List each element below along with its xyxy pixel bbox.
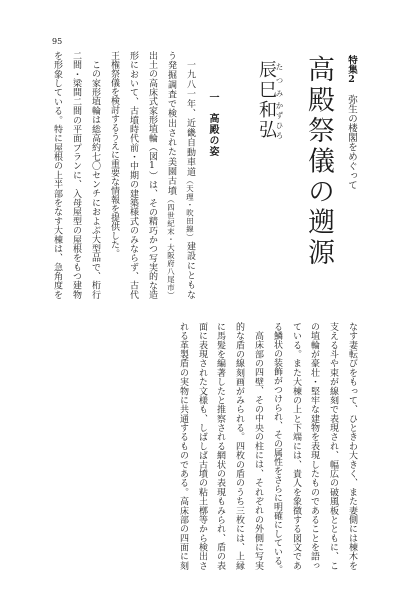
lower-column-1	[346, 322, 358, 570]
column-text: 二間・梁間二間の平面プランに、入母屋型の屋根をもつ建物	[71, 51, 81, 299]
author-name	[256, 60, 284, 140]
column-text: 的な盾の線刻画がみられる。四枚の盾のうち三枚には、上縁	[234, 322, 244, 570]
lower-column-7	[233, 322, 245, 570]
column-text: 建設にともな	[185, 241, 195, 300]
parenthetical-note: （四世紀末・大阪府八尾市）	[167, 195, 176, 300]
column-text: 出土の高床式家形埴輪（図1）は、その精巧かつ写実的な造	[147, 51, 157, 299]
lower-column-8	[214, 322, 226, 570]
column-text: う発掘調査で検出された美園古墳	[166, 51, 176, 196]
lower-column-3	[308, 322, 320, 570]
lower-column-5	[271, 322, 283, 574]
column-text: この家形埴輪は総高約七〇センチにおよぶ大型品で、桁行	[90, 60, 100, 299]
author-given-name	[256, 100, 284, 140]
feature-label: 特集2	[346, 55, 357, 85]
author-family-name	[256, 60, 284, 100]
section-heading	[206, 92, 218, 157]
column-text: に馬髪を編著したと推察される網状の表現もみられ、盾の表	[215, 322, 225, 570]
author-family-reading: たつみ	[275, 60, 284, 100]
feature-subtitle	[346, 55, 357, 190]
parenthetical-note: （天理・吹田線）	[186, 176, 195, 242]
section-number: 一	[207, 92, 218, 103]
column-text: 高床部の四壁、その中央の柱には、それぞれの外側に写実	[253, 331, 263, 570]
author-given-text: 和弘	[256, 100, 277, 140]
lower-column-9	[196, 322, 208, 570]
upper-column-7	[70, 51, 82, 299]
column-text: る鱗状の装飾がつけられ、その属性をさらに明確にしている。	[272, 322, 282, 574]
page-number: 95	[52, 37, 63, 46]
lower-column-2	[327, 322, 339, 570]
column-text: 一九八一年、近畿自動車道	[185, 60, 195, 177]
lower-column-6	[252, 322, 264, 570]
author-family-text: 辰巳	[256, 60, 277, 100]
upper-column-5	[108, 51, 120, 299]
column-text: を形象している。特に屋根の上半部をなす大棟は、急角度を	[52, 51, 62, 299]
lower-column-4	[290, 322, 302, 570]
upper-column-8	[51, 51, 63, 299]
upper-column-1	[184, 51, 196, 299]
column-text: 形において、古墳時代前・中期の建築様式のみならず、古代	[128, 51, 138, 299]
column-text: なす妻転びをもって、ひときわ大きく、また妻側には棟木を	[347, 322, 357, 570]
column-text: の埴輪が豪壮・堅牢な建物を表現したものであることを語っ	[309, 322, 319, 570]
column-text: 支える斗や束が線刻で表現され、幅広の破風板とともに、こ	[328, 322, 338, 570]
column-text: 王権祭儀を検討するうえに重要な情報を提供した。	[109, 51, 119, 258]
upper-column-3	[146, 51, 158, 299]
column-text: れる革製盾の実物に共通するものである。高床部の四面に刻	[178, 322, 188, 570]
upper-column-6	[89, 51, 101, 299]
lower-column-10	[177, 322, 189, 570]
feature-title: 弥生の楼閣をめぐって	[346, 94, 357, 190]
section-title: 高殿の姿	[207, 113, 218, 157]
author-given-reading: かずひろ	[275, 100, 284, 140]
upper-column-4	[127, 51, 139, 299]
upper-column-2	[165, 51, 177, 299]
article-title: 高殿祭儀の遡源	[303, 55, 334, 269]
column-text: ている。また大棟の上と下端には、貴人を象徴する図文であ	[291, 322, 301, 570]
column-text: 面に表現された文様も、しばしば古墳の粘土槨等から検出さ	[197, 322, 207, 570]
